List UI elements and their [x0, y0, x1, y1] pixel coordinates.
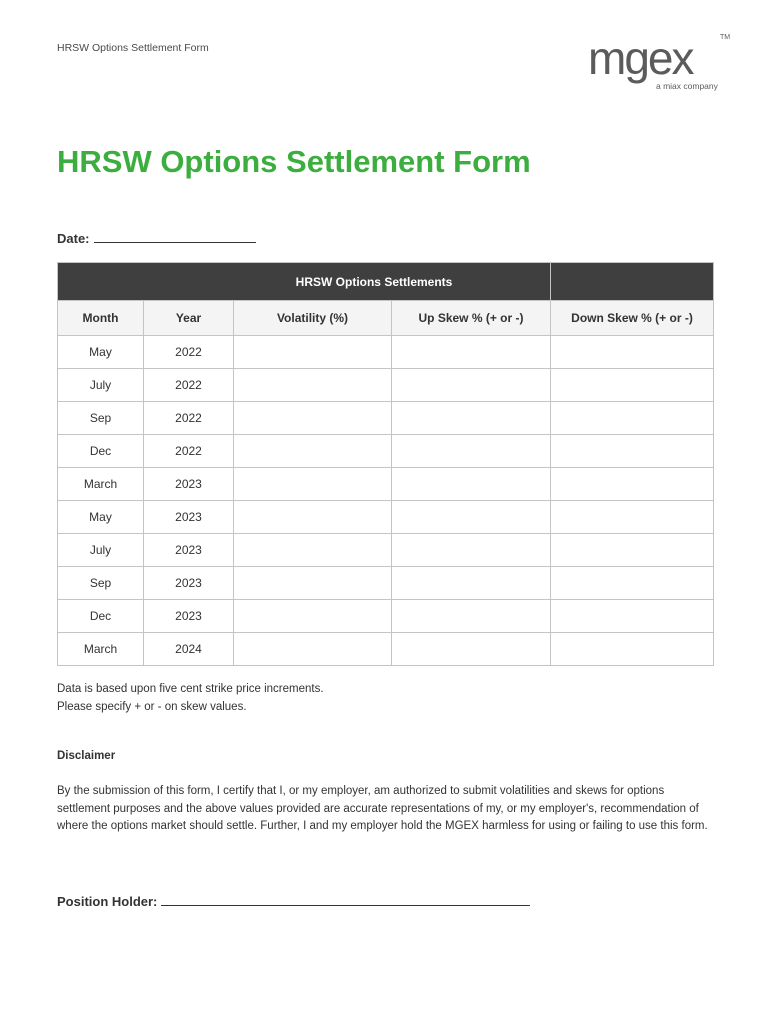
month-cell: July — [58, 534, 144, 567]
table-row — [58, 435, 714, 468]
note-skew-sign: Please specify + or - on skew values. — [57, 700, 247, 713]
up-skew-input[interactable] — [392, 567, 551, 600]
down-skew-input[interactable] — [551, 402, 714, 435]
page-title: HRSW Options Settlement Form — [57, 144, 531, 179]
column-header-volatility: Volatility (%) — [234, 301, 392, 336]
year-cell: 2022 — [144, 369, 234, 402]
month-cell: March — [58, 468, 144, 501]
month-cell: May — [58, 501, 144, 534]
position-holder-field[interactable] — [161, 893, 530, 906]
up-skew-input[interactable] — [392, 534, 551, 567]
up-skew-input[interactable] — [392, 435, 551, 468]
date-field[interactable] — [94, 230, 256, 243]
down-skew-input[interactable] — [551, 435, 714, 468]
up-skew-input[interactable] — [392, 336, 551, 369]
volatility-input[interactable] — [234, 402, 392, 435]
logo-trademark: TM — [720, 34, 731, 41]
down-skew-input[interactable] — [551, 468, 714, 501]
down-skew-input[interactable] — [551, 534, 714, 567]
table-row — [58, 501, 714, 534]
volatility-input[interactable] — [234, 534, 392, 567]
column-header-down-skew: Down Skew % (+ or -) — [551, 301, 714, 336]
down-skew-input[interactable] — [551, 369, 714, 402]
month-cell: Dec — [58, 600, 144, 633]
column-header-up-skew: Up Skew % (+ or -) — [392, 301, 551, 336]
up-skew-input[interactable] — [392, 369, 551, 402]
year-cell: 2022 — [144, 336, 234, 369]
table-row — [58, 402, 714, 435]
table-row — [58, 633, 714, 666]
position-holder-row — [57, 893, 530, 909]
table-banner-row — [58, 263, 714, 301]
up-skew-input[interactable] — [392, 633, 551, 666]
table-row — [58, 369, 714, 402]
header-label: HRSW Options Settlement Form — [57, 42, 209, 54]
month-cell: Sep — [58, 567, 144, 600]
year-cell: 2023 — [144, 567, 234, 600]
logo-wordmark: mgex — [588, 32, 693, 84]
up-skew-input[interactable] — [392, 468, 551, 501]
column-header-month: Month — [58, 301, 144, 336]
year-cell: 2022 — [144, 402, 234, 435]
down-skew-input[interactable] — [551, 600, 714, 633]
volatility-input[interactable] — [234, 501, 392, 534]
disclaimer-text: By the submission of this form, I certify that I, or my employer, am authorized to submit volatilities and skews for options settlement purposes and the above values provided are accurate representations of my, or my employer's, recommendation of where the options market should settle. Further, I and my employer hold the MGEX harmless for using or failing to use this form. — [57, 785, 708, 832]
position-holder-label: Position Holder: — [57, 894, 158, 909]
up-skew-input[interactable] — [392, 402, 551, 435]
table-row — [58, 567, 714, 600]
volatility-input[interactable] — [234, 435, 392, 468]
up-skew-input[interactable] — [392, 600, 551, 633]
volatility-input[interactable] — [234, 600, 392, 633]
volatility-input[interactable] — [234, 468, 392, 501]
volatility-input[interactable] — [234, 336, 392, 369]
table-banner-cell — [551, 263, 714, 301]
up-skew-input[interactable] — [392, 501, 551, 534]
month-cell: May — [58, 336, 144, 369]
year-cell: 2023 — [144, 468, 234, 501]
month-cell: March — [58, 633, 144, 666]
notes — [57, 681, 324, 716]
column-header-year: Year — [144, 301, 234, 336]
date-row — [57, 230, 256, 246]
table-row — [58, 468, 714, 501]
year-cell: 2023 — [144, 534, 234, 567]
volatility-input[interactable] — [234, 369, 392, 402]
down-skew-input[interactable] — [551, 633, 714, 666]
date-label: Date: — [57, 231, 90, 246]
volatility-input[interactable] — [234, 633, 392, 666]
month-cell: Dec — [58, 435, 144, 468]
logo-tagline: a miax company — [656, 81, 718, 91]
mgex-logo — [588, 32, 738, 96]
table-header-row — [58, 301, 714, 336]
note-strike-increments: Data is based upon five cent strike price increments. — [57, 683, 324, 695]
table-row — [58, 534, 714, 567]
disclaimer-heading: Disclaimer — [57, 750, 116, 762]
year-cell: 2022 — [144, 435, 234, 468]
year-cell: 2024 — [144, 633, 234, 666]
settlements-table — [57, 262, 714, 666]
table-row — [58, 336, 714, 369]
month-cell: July — [58, 369, 144, 402]
down-skew-input[interactable] — [551, 567, 714, 600]
volatility-input[interactable] — [234, 567, 392, 600]
table-banner: HRSW Options Settlements — [58, 263, 551, 301]
down-skew-input[interactable] — [551, 336, 714, 369]
year-cell: 2023 — [144, 600, 234, 633]
month-cell: Sep — [58, 402, 144, 435]
table-body — [58, 336, 714, 666]
table-row — [58, 600, 714, 633]
year-cell: 2023 — [144, 501, 234, 534]
down-skew-input[interactable] — [551, 501, 714, 534]
